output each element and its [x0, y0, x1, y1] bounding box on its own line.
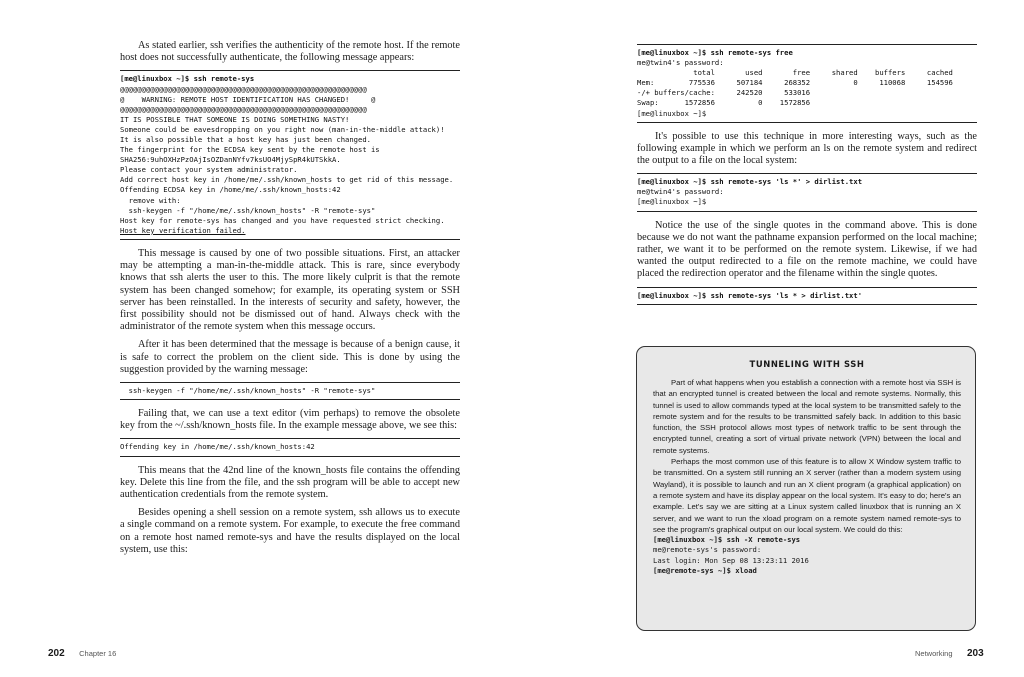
code-block-offending [120, 438, 460, 456]
chapter-label: Networking [915, 649, 953, 658]
code-line: Swap: 1572856 0 1572856 [637, 98, 811, 108]
code-line: It is also possible that a host key has just been changed. [120, 134, 371, 144]
code-line: SHA256:9uhOXHzPzOAjIsOZDanNYfv7ksUO4MjySpR4kUTSkkA. [120, 155, 341, 165]
paragraph: After it has been determined that the message is because of a benign cause, it is safe to correct the problem on the client side. This is done by using the suggestion provided by the warning message: [120, 339, 460, 375]
code-block-ls-remote [637, 287, 977, 305]
code-block-keygen [120, 382, 460, 400]
code-line: @ WARNING: REMOTE HOST IDENTIFICATION HAS CHANGED! @ [120, 94, 376, 104]
code-line: me@twin4's password: [637, 58, 724, 68]
code-line: IT IS POSSIBLE THAT SOMEONE IS DOING SOMETHING NASTY! [120, 114, 350, 124]
right-page [512, 0, 1024, 677]
code-line: Host key for remote-sys has changed and you have requested strict checking. [120, 215, 445, 225]
code-line: me@remote-sys's password: [653, 545, 762, 555]
code-line: ssh-keygen -f "/home/me/.ssh/known_hosts" -R "remote-sys" [120, 385, 376, 395]
chapter-label: Chapter 16 [79, 649, 117, 658]
paragraph: As stated earlier, ssh verifies the authenticity of the remote host. If the remote host does not successfully authenticate, the following message appears: [120, 40, 460, 64]
paragraph: Besides opening a shell session on a remote system, ssh allows us to execute a single command on a remote system. For example, to execute the free command on a remote host named remote-sys and have the results displayed on the local system, use this: [120, 507, 460, 555]
code-line: -/+ buffers/cache: 242520 533016 [637, 88, 811, 98]
code-line: [me@linuxbox ~]$ ssh remote-sys 'ls * > dirlist.txt' [637, 290, 863, 300]
sidebar-paragraph: Perhaps the most common use of this feature is to allow X Window system traffic to be transmitted. On a system still running an X server (rather than a modern system using Wayland), it is possible to launch and run an X client program (a graphical application) on a remote system and have its display appear on the local system. It's easy to do; here's an example. Let's say we are sitting at a Linux system called linuxbox that is running an X server, and we want to run the xload program on a remote system named remote-sys to see the program's graphical output on our local system. We could do this: [653, 457, 961, 534]
paragraph: This means that the 42nd line of the known_hosts file contains the offending key. Delete this line from the file, and the ssh program will be able to accept new authentication credentials from the remote system. [120, 464, 460, 500]
code-line: @@@@@@@@@@@@@@@@@@@@@@@@@@@@@@@@@@@@@@@@@@@@@@@@@@@@@@@@@ [120, 84, 367, 94]
code-line: [me@linuxbox ~]$ [637, 197, 707, 207]
code-line: Someone could be eavesdropping on you right now (man-in-the-middle attack)! [120, 124, 445, 134]
code-line: remove with: [120, 195, 181, 205]
paragraph: This message is caused by one of two possible situations. First, an attacker may be attempting a man-in-the-middle attack. This is rare, since everybody knows that ssh alerts the user to this. The more likely culprit is that the remote system has been changed somehow; for example, its operating system or SSH server has been reinstalled. In the interests of security and safety, however, the first possibility should not be dismissed out of hand. Always check with the administrator of the remote system when this message occurs. [120, 247, 460, 333]
code-line: Mem: 775536 507184 268352 0 110068 154596 [637, 78, 953, 88]
tunneling-sidebar [636, 346, 976, 631]
code-line: Host key verification failed. [120, 225, 246, 235]
code-line: ssh-keygen -f "/home/me/.ssh/known_hosts" -R "remote-sys" [120, 205, 376, 215]
code-line: [me@linuxbox ~]$ ssh remote-sys free [637, 48, 793, 57]
code-line: [me@linuxbox ~]$ ssh remote-sys [120, 74, 255, 84]
page-number: 203 [966, 648, 984, 659]
right-column [637, 40, 977, 313]
code-line: Please contact your system administrator. [120, 165, 298, 175]
paragraph: Notice the use of the single quotes in the command above. This is done because we do not want the pathname expansion performed on the local machine; rather, we want it to be performed on the remote system. Likewise, if we had wanted the output redirected to a file on the remote machine, we could have placed the redirection operator and the filename within the single quotes. [637, 219, 977, 280]
code-line: The fingerprint for the ECDSA key sent by the remote host is [120, 145, 380, 155]
sidebar-paragraph: Part of what happens when you establish a connection with a remote host via SSH is that an encrypted tunnel is created between the local and remote systems. Normally, this tunnel is used to allow commands typed at the local system to be transmitted safely to the remote system and for the results to be transmitted safely back. In addition to this basic function, the SSH protocol allows most types of network traffic to be sent through the encrypted tunnel, creating a sort of virtual private network (VPN) between the local and remote systems. [653, 378, 961, 455]
code-line: Last login: Mon Sep 08 13:23:11 2016 [653, 555, 809, 565]
sidebar-code [653, 535, 961, 576]
code-block-free [637, 44, 977, 123]
right-footer [915, 643, 984, 661]
code-line: Offending key in /home/me/.ssh/known_hosts:42 [120, 442, 315, 452]
code-line: total used free shared buffers cached [637, 68, 953, 78]
left-footer [48, 643, 116, 661]
paragraph: Failing that, we can use a text editor (vim perhaps) to remove the obsolete key from the ~/.ssh/known_hosts file. In the example message above, we see this: [120, 408, 460, 432]
left-column [120, 40, 460, 562]
sidebar-title: TUNNELING WITH SSH [749, 359, 865, 369]
code-line: [me@remote-sys ~]$ xload [653, 566, 757, 576]
code-block-ls [637, 173, 977, 211]
code-line: Offending ECDSA key in /home/me/.ssh/known_hosts:42 [120, 185, 341, 195]
code-line: [me@linuxbox ~]$ ssh remote-sys 'ls *' > dirlist.txt [637, 177, 863, 187]
paragraph: It's possible to use this technique in more interesting ways, such as the following example in which we perform an ls on the remote system and redirect the output to a file on the local system: [637, 130, 977, 167]
code-line: [me@linuxbox ~]$ [637, 108, 707, 118]
code-line: Add correct host key in /home/me/.ssh/known_hosts to get rid of this message. [120, 175, 454, 185]
code-block-warning [120, 70, 460, 240]
page-number: 202 [48, 648, 65, 659]
code-line: me@twin4's password: [637, 187, 724, 197]
code-line: [me@linuxbox ~]$ ssh -X remote-sys [653, 535, 801, 545]
code-line: @@@@@@@@@@@@@@@@@@@@@@@@@@@@@@@@@@@@@@@@@@@@@@@@@@@@@@@@@ [120, 104, 367, 114]
